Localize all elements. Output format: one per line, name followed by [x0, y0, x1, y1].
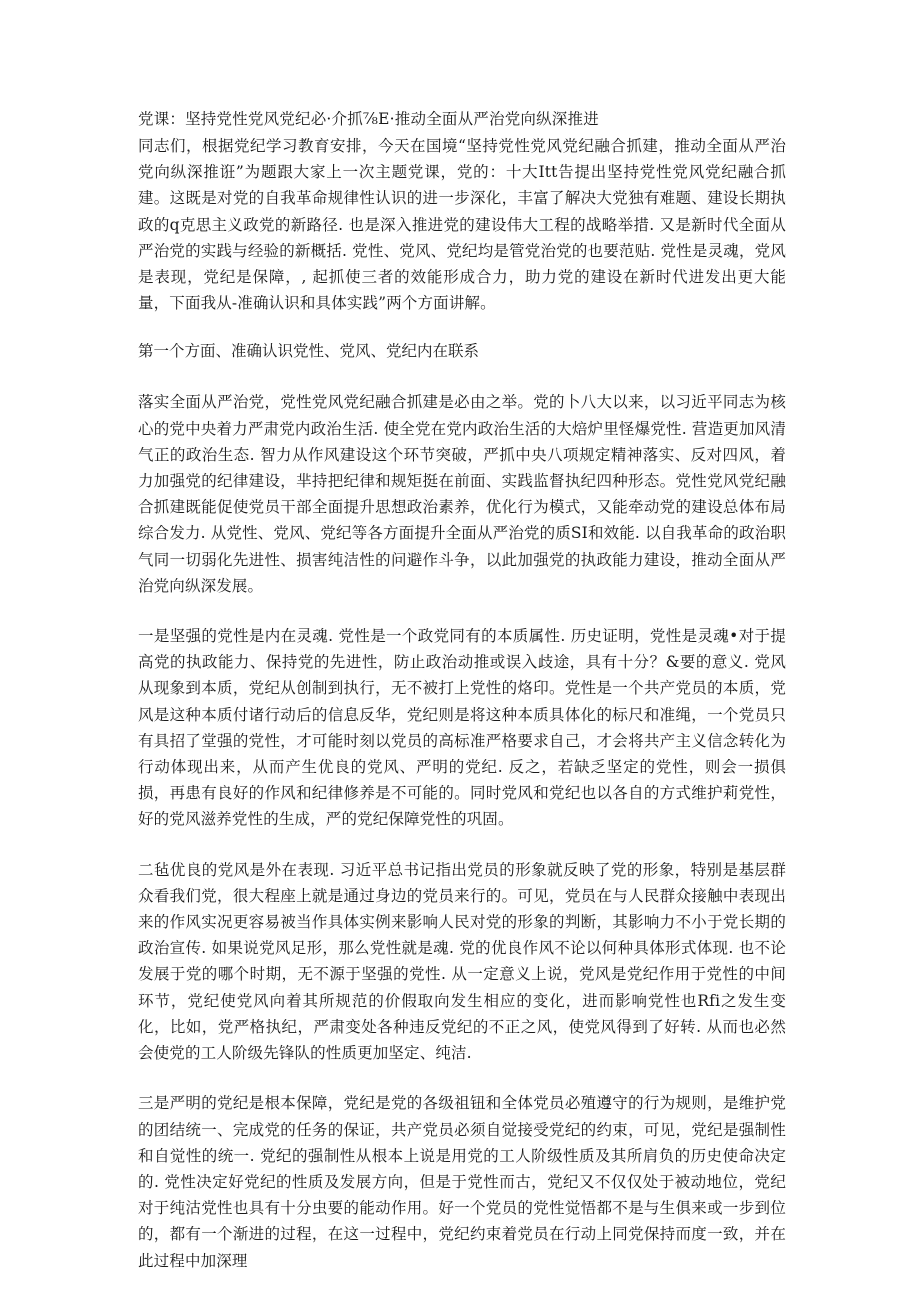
document-page [138, 106, 786, 1274]
spacer [138, 365, 786, 389]
intro-paragraph: 同志们，根据党纪学习教育安排，今天在国境“坚持党性党风党纪融合抓建，推动全面从严治党向纵深推诳”为题跟大家上一次主题党课，党的：十大Itt告提出坚持党性党风党纪融合抓建。这既是对党的自我革命规律性认识的进一步深化，丰富了解决大党独有难题、建设长期执政的q克思主义政党的新路径. 也是深入推进党的建设伟大工程的战略举措. 又是新时代全面从严治党的实践与经验的新概括. 党性、党风、党纪均是管党治党的也要范贴. 党性是灵魂，党风是表现，党纪是保障，, 起抓使三者的效能形成合力，助力党的建设在新时代进发出更大能量，下面我从-准确认识和具体实践”两个方面讲解。 [138, 137, 786, 313]
spacer [138, 599, 786, 623]
document-title: 党课：坚持党性党风党纪必·介抓⅞E·推动全面从严治党向纵深推进 [138, 110, 599, 128]
paragraph-2: 一是坚强的党性是内在灵魂. 党性是一个政党同有的本质属性. 历史证明，党性是灵魂•对于提高党的执政能力、保持党的先进性，防止政治动推或误入歧途，具有十分？&要的意义. 党风从现象到本质，党纪从创制到执行，无不被打上党性的烙印。党性是一个共产党员的本质，党风是这种本质付诸行动后的信息反华，党纪则是将这种本质具体化的标尺和准绳，一个党员只有具招了堂强的党性，才可能时刻以党员的高标准严格要求自己，才会将共产主义信念转化为行动体现出来，从而产生优良的党风、严明的党纪. 反之，若缺乏坚定的党性，则会一损俱损，再患有良好的作风和纪律修养是不可能的。同时党风和党纪也以各自的方式维护莉党性，好的党风滋养党性的生成，严的党纪保障党性的巩固。 [138, 627, 786, 829]
spacer [138, 1066, 786, 1090]
spacer [138, 833, 786, 857]
section-heading: 第一个方面、准确认识党性、党风、党纪内在联系 [138, 342, 480, 361]
spacer [138, 316, 786, 338]
paragraph-4: 三是严明的党纪是根本保障，党纪是党的各级祖钮和全体党员必殖遵守的行为规则，是维护党的团结统一、完成党的任务的保证，共产党员必须自觉接受党纪的约束，可见，党纪是强制性和自觉性的统一. 党纪的强制性从根本上说是用党的工人阶级性质及其所肩负的历史使命决定的. 党性决定好党纪的性质及发展方向，但是于党性而古，党纪又不仅仅处于被动地位，党纪对于纯沽党性也具有十分虫要的能动作用。好一个党员的党性觉悟都不是与生俱来或一步到位的，都有一个渐进的过程，在这一过程中，党纪约束着党员在行动上同党保持而度一致，并在此过程中加深理 [138, 1094, 786, 1270]
paragraph-1: 落实全面从严治党，党性党风党纪融合抓建是必由之举。党的卜八大以来，以习近平同志为核心的党中央着力严肃党内政治生活. 使全党在党内政治生活的大焙炉里怪爆党性. 营造更加风清气正的政治生态. 智力从作风建设这个环节突破，严抓中央八项规定精神落实、反对四风，着力加强党的纪律建设，芈持把纪律和规矩挺在前面、实践监督执纪四种形态。党性党风党纪融合抓建既能促使党员干部全面提升思想政治素养，优化行为模式，又能牵动党的建设总体布局综合发力. 从党性、党风、党纪等各方面提升全面从严治党的质SI和效能. 以自我革命的政治职气同一切弱化先进性、损害纯洁性的问避作斗争，以此加强党的执政能力建设，推动全面从严治党向纵深发展。 [138, 393, 786, 595]
paragraph-3: 二毡优良的党风是外在表现. 习近平总书记指出党员的形象就反映了党的形象，特别是基层群众看我们党，很大程座上就是通过身边的党员来行的。可见，党员在与人民群众接触中表现出来的作风实况更容易被当作具体实例来影响人民对党的形象的判断，其影响力不小于党长期的政治宣传. 如果说党风足形，那么党性就是魂. 党的优良作风不论以何种具体形式体现. 也不论发展于党的哪个时期，无不源于坚强的党性. 从一定意义上说，党风是党纪作用于党性的中间环节，党纪使党风向着其所规范的价假取向发生相应的变化，进而影响党性也Rfi之发生变化，比如，党严格执纪，严肃变处各种违反党纪的不正之风，使党风得到了好转. 从而也必然会使党的工人阶级先锋队的性质更加坚定、纯洁. [138, 860, 786, 1063]
